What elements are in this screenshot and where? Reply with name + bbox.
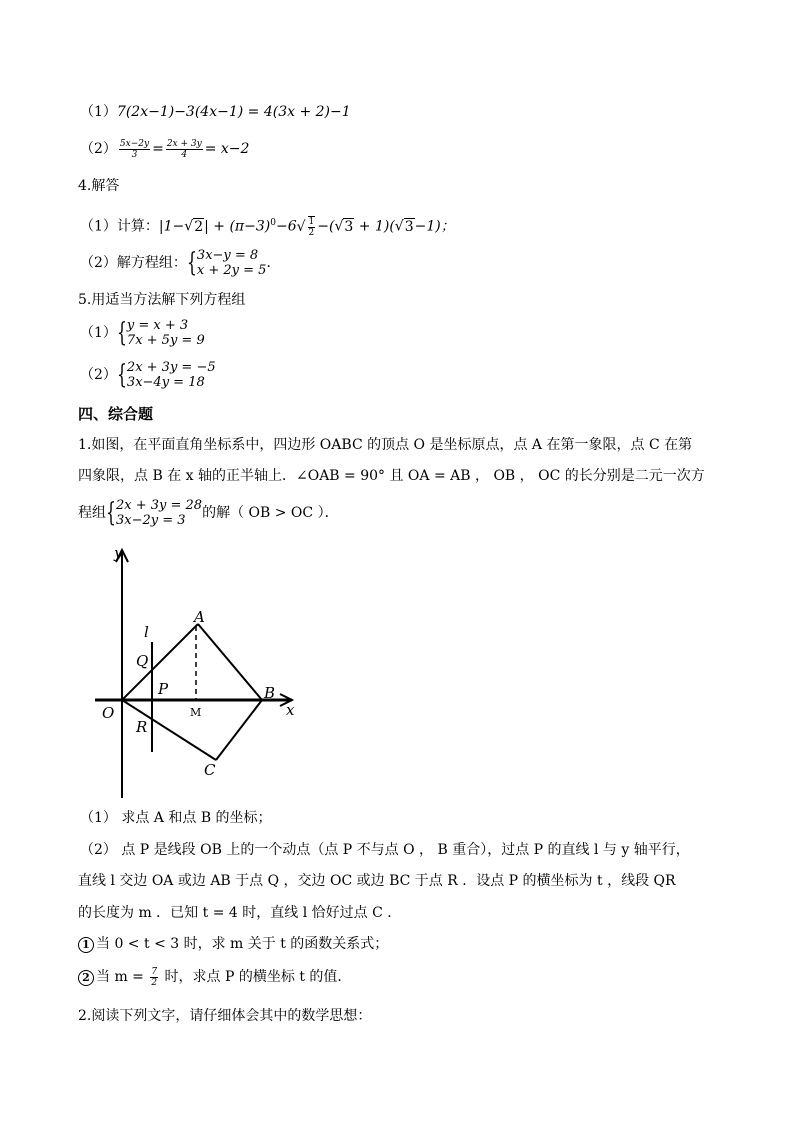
problem1-line1: 1.如图，在平面直角坐标系中，四边形 OABC 的顶点 O 是坐标原点，点 A 在第一象限，点 C 在第: [78, 437, 693, 453]
problem2-line1: 2.阅读下列文字，请仔细体会其中的数学思想：: [78, 1008, 372, 1024]
problem1-line3: [78, 498, 339, 528]
coordinate-figure: [80, 540, 320, 805]
case-1: [78, 934, 388, 954]
q5-system-1-eq1: { y = x + 3: [126, 318, 189, 333]
fraction-1-den: 3: [131, 149, 138, 160]
equals-sign: =: [152, 141, 164, 157]
sqrt-3b: √3: [394, 218, 414, 235]
case-2-pre: 当 m =: [96, 969, 149, 985]
q4-system: [187, 248, 267, 278]
problem1-line3-post: 的解（ OB > OC ）．: [202, 505, 339, 521]
section-heading: 四、综合题: [78, 405, 154, 423]
q5-system-1-eq2: 7x + 5y = 9: [126, 333, 205, 348]
sqrt-3a-radicand: 3: [344, 218, 354, 235]
subquestion-1: （1） 求点 A 和点 B 的坐标；: [80, 810, 272, 826]
q5-part1: [80, 318, 205, 348]
q4-part2-end: ．: [266, 255, 281, 271]
equation-2-label: （2）: [80, 141, 117, 157]
exponent-zero: 0: [270, 218, 276, 228]
segment-BC: [216, 700, 262, 760]
label-M: M: [190, 706, 202, 719]
problem1-line3-pre: 程组: [78, 505, 106, 521]
subquestion-2-line3: 的长度为 m ．已知 t = 4 时，直线 l 恰好过点 C ．: [78, 905, 402, 921]
minus-six: −6: [275, 218, 297, 235]
circled-1-icon: 1: [78, 937, 94, 953]
label-P: P: [158, 680, 169, 698]
q4-system-eq1: { 3x−y = 8: [196, 248, 259, 263]
equation-1-label: （1）: [80, 104, 117, 120]
label-l: l: [144, 623, 149, 641]
q5-title: 5.用适当方法解下列方程组: [78, 292, 246, 308]
fraction-1-num: 5x−2y: [119, 138, 150, 149]
equation-1-expr: 7(2x−1)−3(4x−1) = 4(3x + 2)−1: [116, 104, 351, 120]
q4-system-eq2: x + 2y = 5: [196, 263, 267, 278]
segment-AB: [198, 624, 262, 700]
q4-part1-label: （1）计算：: [80, 218, 159, 235]
abs-open: |1−: [158, 218, 185, 235]
q4-title: 4.解答: [78, 178, 120, 194]
sqrt-2-radicand: 2: [194, 218, 204, 235]
label-y: y: [114, 544, 123, 562]
sqrt-3a: √3: [334, 218, 354, 235]
problem1-line2: 四象限，点 B 在 x 轴的正半轴上．∠OAB = 90° 且 OA = AB ， OB ， OC 的长分别是二元一次方: [78, 468, 705, 484]
sqrt-2: √2: [184, 218, 204, 235]
case-2-post: 时，求点 P 的横坐标 t 的值．: [160, 969, 352, 985]
label-R: R: [136, 718, 148, 736]
minus-one: −1)；: [414, 218, 455, 235]
paren-open: −(: [317, 218, 335, 235]
case-2-den: 2: [151, 977, 158, 988]
q5-system-1: [117, 318, 205, 348]
q4-part1: [80, 210, 455, 240]
q4-part2-label: （2）解方程组：: [80, 255, 187, 271]
fraction-1: [119, 139, 150, 160]
q5-part1-label: （1）: [80, 325, 117, 341]
problem1-system-eq2: 3x−2y = 3: [116, 513, 186, 528]
q5-part2-label: （2）: [80, 367, 117, 383]
label-C: C: [204, 761, 216, 779]
fraction-2-den: 4: [181, 149, 188, 160]
half-num: 1: [308, 216, 315, 227]
q5-part2: [80, 360, 216, 390]
equation-1: [80, 102, 351, 122]
abs-close: | + (π−3): [204, 218, 271, 235]
case-2-fraction: [150, 967, 158, 988]
equation-2: [80, 136, 249, 162]
problem1-system: [106, 498, 202, 528]
case-1-text: 当 0 < t < 3 时，求 m 关于 t 的函数关系式；: [96, 936, 389, 952]
label-A: A: [194, 608, 205, 626]
q5-system-2-eq2: 3x−4y = 18: [126, 375, 205, 390]
label-Q: Q: [136, 652, 149, 670]
label-x: x: [286, 701, 295, 719]
sqrt-half: √ $\frac{1}{2}$: [296, 216, 315, 238]
label-O: O: [102, 704, 115, 722]
sqrt-3b-radicand: 3: [404, 218, 414, 235]
label-B: B: [264, 684, 276, 702]
case-2: [78, 964, 351, 990]
subquestion-2-line1: （2） 点 P 是线段 OB 上的一个动点（点 P 不与点 O ， B 重合），过点 P 的直线 l 与 y 轴平行，: [80, 842, 690, 858]
subquestion-2-line2: 直线 l 交边 OA 或边 AB 于点 Q ，交边 OC 或边 BC 于点 R ．设点 P 的横坐标为 t ，线段 QR: [78, 873, 676, 889]
problem1-system-eq1: { 2x + 3y = 28: [116, 498, 203, 513]
q5-system-2-eq1: { 2x + 3y = −5: [126, 360, 216, 375]
circled-2-icon: 2: [78, 970, 94, 986]
half-den: 2: [308, 227, 315, 238]
equation-2-tail: = x−2: [204, 141, 250, 157]
plus-one: + 1)(: [354, 218, 395, 235]
case-2-num: 7: [151, 966, 158, 977]
fraction-2-num: 2x + 3y: [166, 138, 202, 149]
fraction-2: [166, 139, 203, 160]
q4-part2: [80, 248, 280, 278]
q5-system-2: [117, 360, 216, 390]
